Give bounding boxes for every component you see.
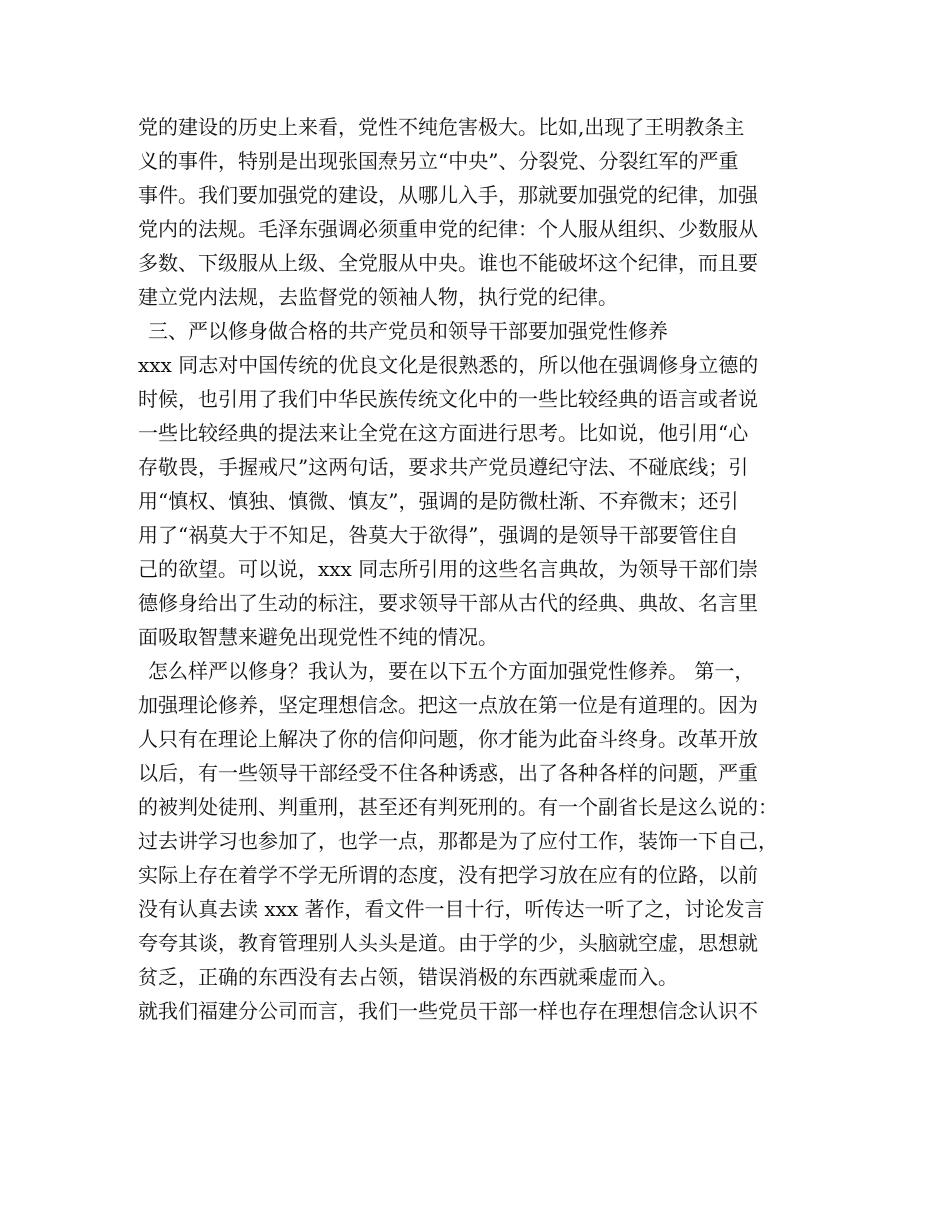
text-line: 贫乏，正确的东西没有去占领，错误消极的东西就乘虚而入。 [138, 965, 678, 989]
text-line: 没有认真去读 xxx 著作，看文件一目十行，听传达一听了之，讨论发言 [138, 897, 765, 921]
text-line: 时候，也引用了我们中华民族传统文化中的一些比较经典的语言或者说 [138, 387, 758, 411]
text-line: 用“慎权、慎独、慎微、慎友”，强调的是防微杜渐、不弃微末；还引 [138, 489, 739, 513]
text-line: 面吸取智慧来避免出现党性不纯的情况。 [138, 625, 498, 649]
text-line: 德修身给出了生动的标注，要求领导干部从古代的经典、典故、名言里 [138, 591, 758, 615]
text-line: 以后，有一些领导干部经受不住各种诱惑，出了各种各样的问题，严重 [138, 761, 758, 785]
text-line: 怎么样严以修身？我认为，要在以下五个方面加强党性修养。 第一， [148, 659, 755, 683]
document-body [138, 110, 818, 1028]
text-line: 加强理论修养，坚定理想信念。把这一点放在第一位是有道理的。因为 [138, 693, 758, 717]
text-line: 过去讲学习也参加了，也学一点，那都是为了应付工作，装饰一下自己， [138, 829, 778, 853]
section-heading: 三、严以修身做合格的共产党员和领导干部要加强党性修养 [148, 319, 668, 343]
text-line: 实际上存在着学不学无所谓的态度，没有把学习放在应有的位路，以前 [138, 863, 758, 887]
text-line: xxx 同志对中国传统的优良文化是很熟悉的，所以他在强调修身立德的 [138, 353, 759, 377]
text-line: 用了“祸莫大于不知足，咎莫大于欲得”，强调的是领导干部要管住自 [138, 523, 739, 547]
text-line: 人只有在理论上解决了你的信仰问题，你才能为此奋斗终身。改革开放 [138, 727, 758, 751]
text-line: 多数、下级服从上级、全党服从中央。谁也不能破坏这个纪律，而且要 [138, 251, 758, 275]
text-line: 党内的法规。毛泽东强调必须重申党的纪律：个人服从组织、少数服从 [138, 217, 758, 241]
text-line: 党的建设的历史上来看，党性不纯危害极大。比如,出现了王明教条主 [138, 115, 745, 139]
text-line: 夸夸其谈，教育管理别人头头是道。由于学的少，头脑就空虚，思想就 [138, 931, 758, 955]
text-line: 己的欲望。可以说，xxx 同志所引用的这些名言典故，为领导干部们崇 [138, 557, 759, 581]
text-line: 义的事件，特别是出现张国焘另立“中央”、分裂党、分裂红军的严重 [138, 149, 739, 173]
text-line: 建立党内法规，去监督党的领袖人物，执行党的纪律。 [138, 285, 618, 309]
text-line: 事件。我们要加强党的建设，从哪儿入手，那就要加强党的纪律，加强 [138, 183, 758, 207]
text-line: 存敬畏，手握戒尺”这两句话，要求共产党员遵纪守法、不碰底线；引 [138, 455, 749, 479]
text-line: 一些比较经典的提法来让全党在这方面进行思考。比如说，他引用“心 [138, 421, 749, 445]
text-line: 就我们福建分公司而言，我们一些党员干部一样也存在理想信念认识不 [138, 999, 758, 1023]
text-line: 的被判处徒刑、判重刑，甚至还有判死刑的。有一个副省长是这么说的： [138, 795, 778, 819]
